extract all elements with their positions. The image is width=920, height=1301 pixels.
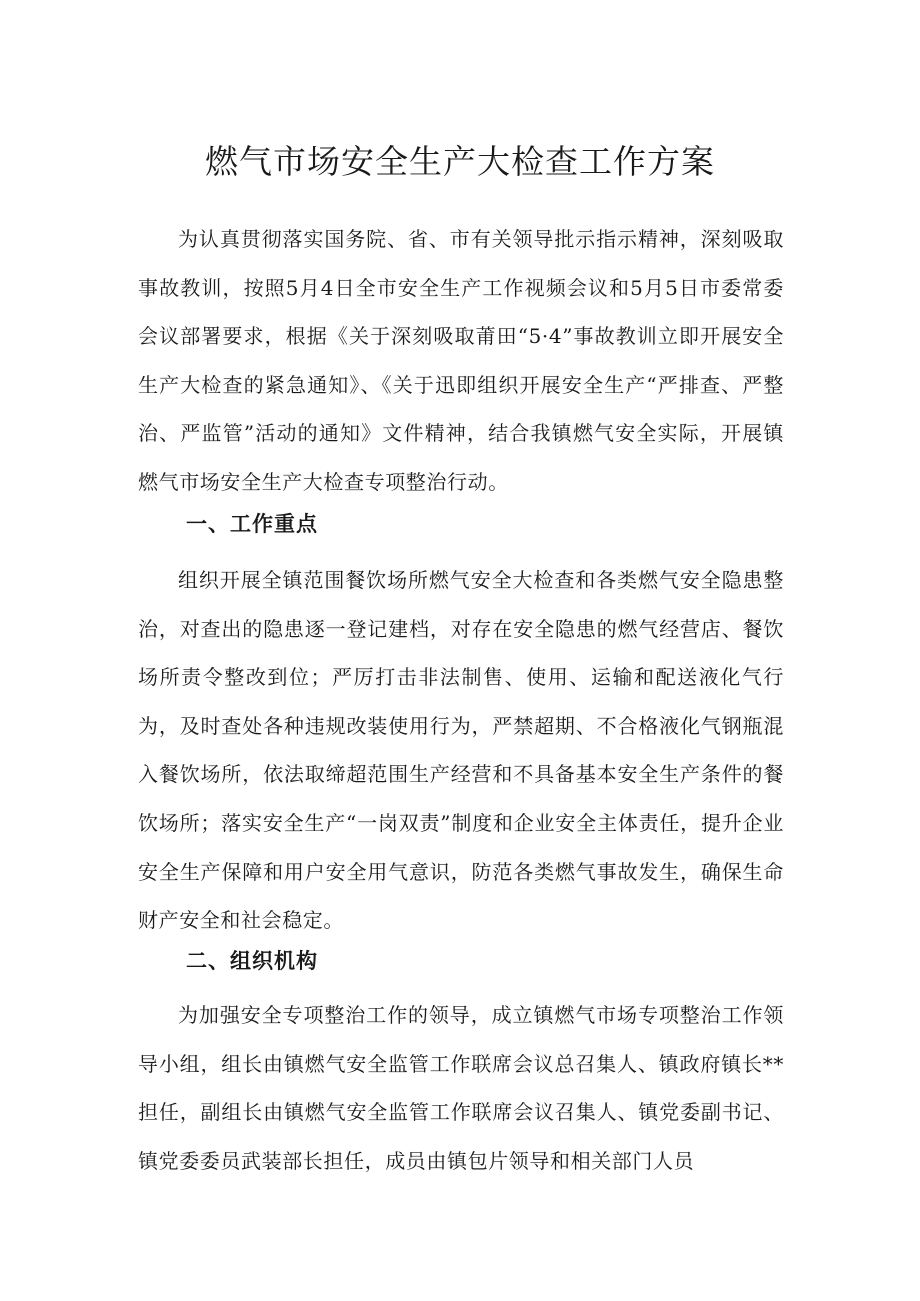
document-title: 燃气市场安全生产大检查工作方案 bbox=[205, 142, 715, 181]
section-paragraph-work-focus: 组织开展全镇范围餐饮场所燃气安全大检查和各类燃气安全隐患整治，对查出的隐患逐一登记建档，对存在安全隐患的燃气经营店、餐饮场所责令整改到位；严厉打击非法制售、使用、运输和配送液化气行为，及时查处各种违规改装使用行为，严禁超期、不合格液化气钢瓶混入餐饮场所，依法取缔超范围生产经营和不具备基本安全生产条件的餐饮场所；落实安全生产“一岗双责”制度和企业安全主体责任，提升企业安全生产保障和用户安全用气意识，防范各类燃气事故发生，确保生命财产安全和社会稳定。 bbox=[138, 568, 784, 933]
intro-paragraph: 为认真贯彻落实国务院、省、市有关领导批示指示精神，深刻吸取事故教训，按照5月4日全市安全生产工作视频会议和5月5日市委常委会议部署要求，根据《关于深刻吸取莆田“5·4”事故教训立即开展安全生产大检查的紧急通知》、《关于迅即组织开展安全生产“严排查、严整治、严监管”活动的通知》文件精神，结合我镇燃气安全实际，开展镇燃气市场安全生产大检查专项整治行动。 bbox=[138, 227, 784, 494]
section-heading-work-focus: 一、工作重点 bbox=[186, 512, 318, 536]
section-heading-organization: 二、组织机构 bbox=[186, 949, 318, 973]
section-paragraph-organization: 为加强安全专项整治工作的领导，成立镇燃气市场专项整治工作领导小组，组长由镇燃气安全监管工作联席会议总召集人、镇政府镇长**担任，副组长由镇燃气安全监管工作联席会议召集人、镇党委副书记、镇党委委员武装部长担任，成员由镇包片领导和相关部门人员 bbox=[138, 1003, 784, 1173]
